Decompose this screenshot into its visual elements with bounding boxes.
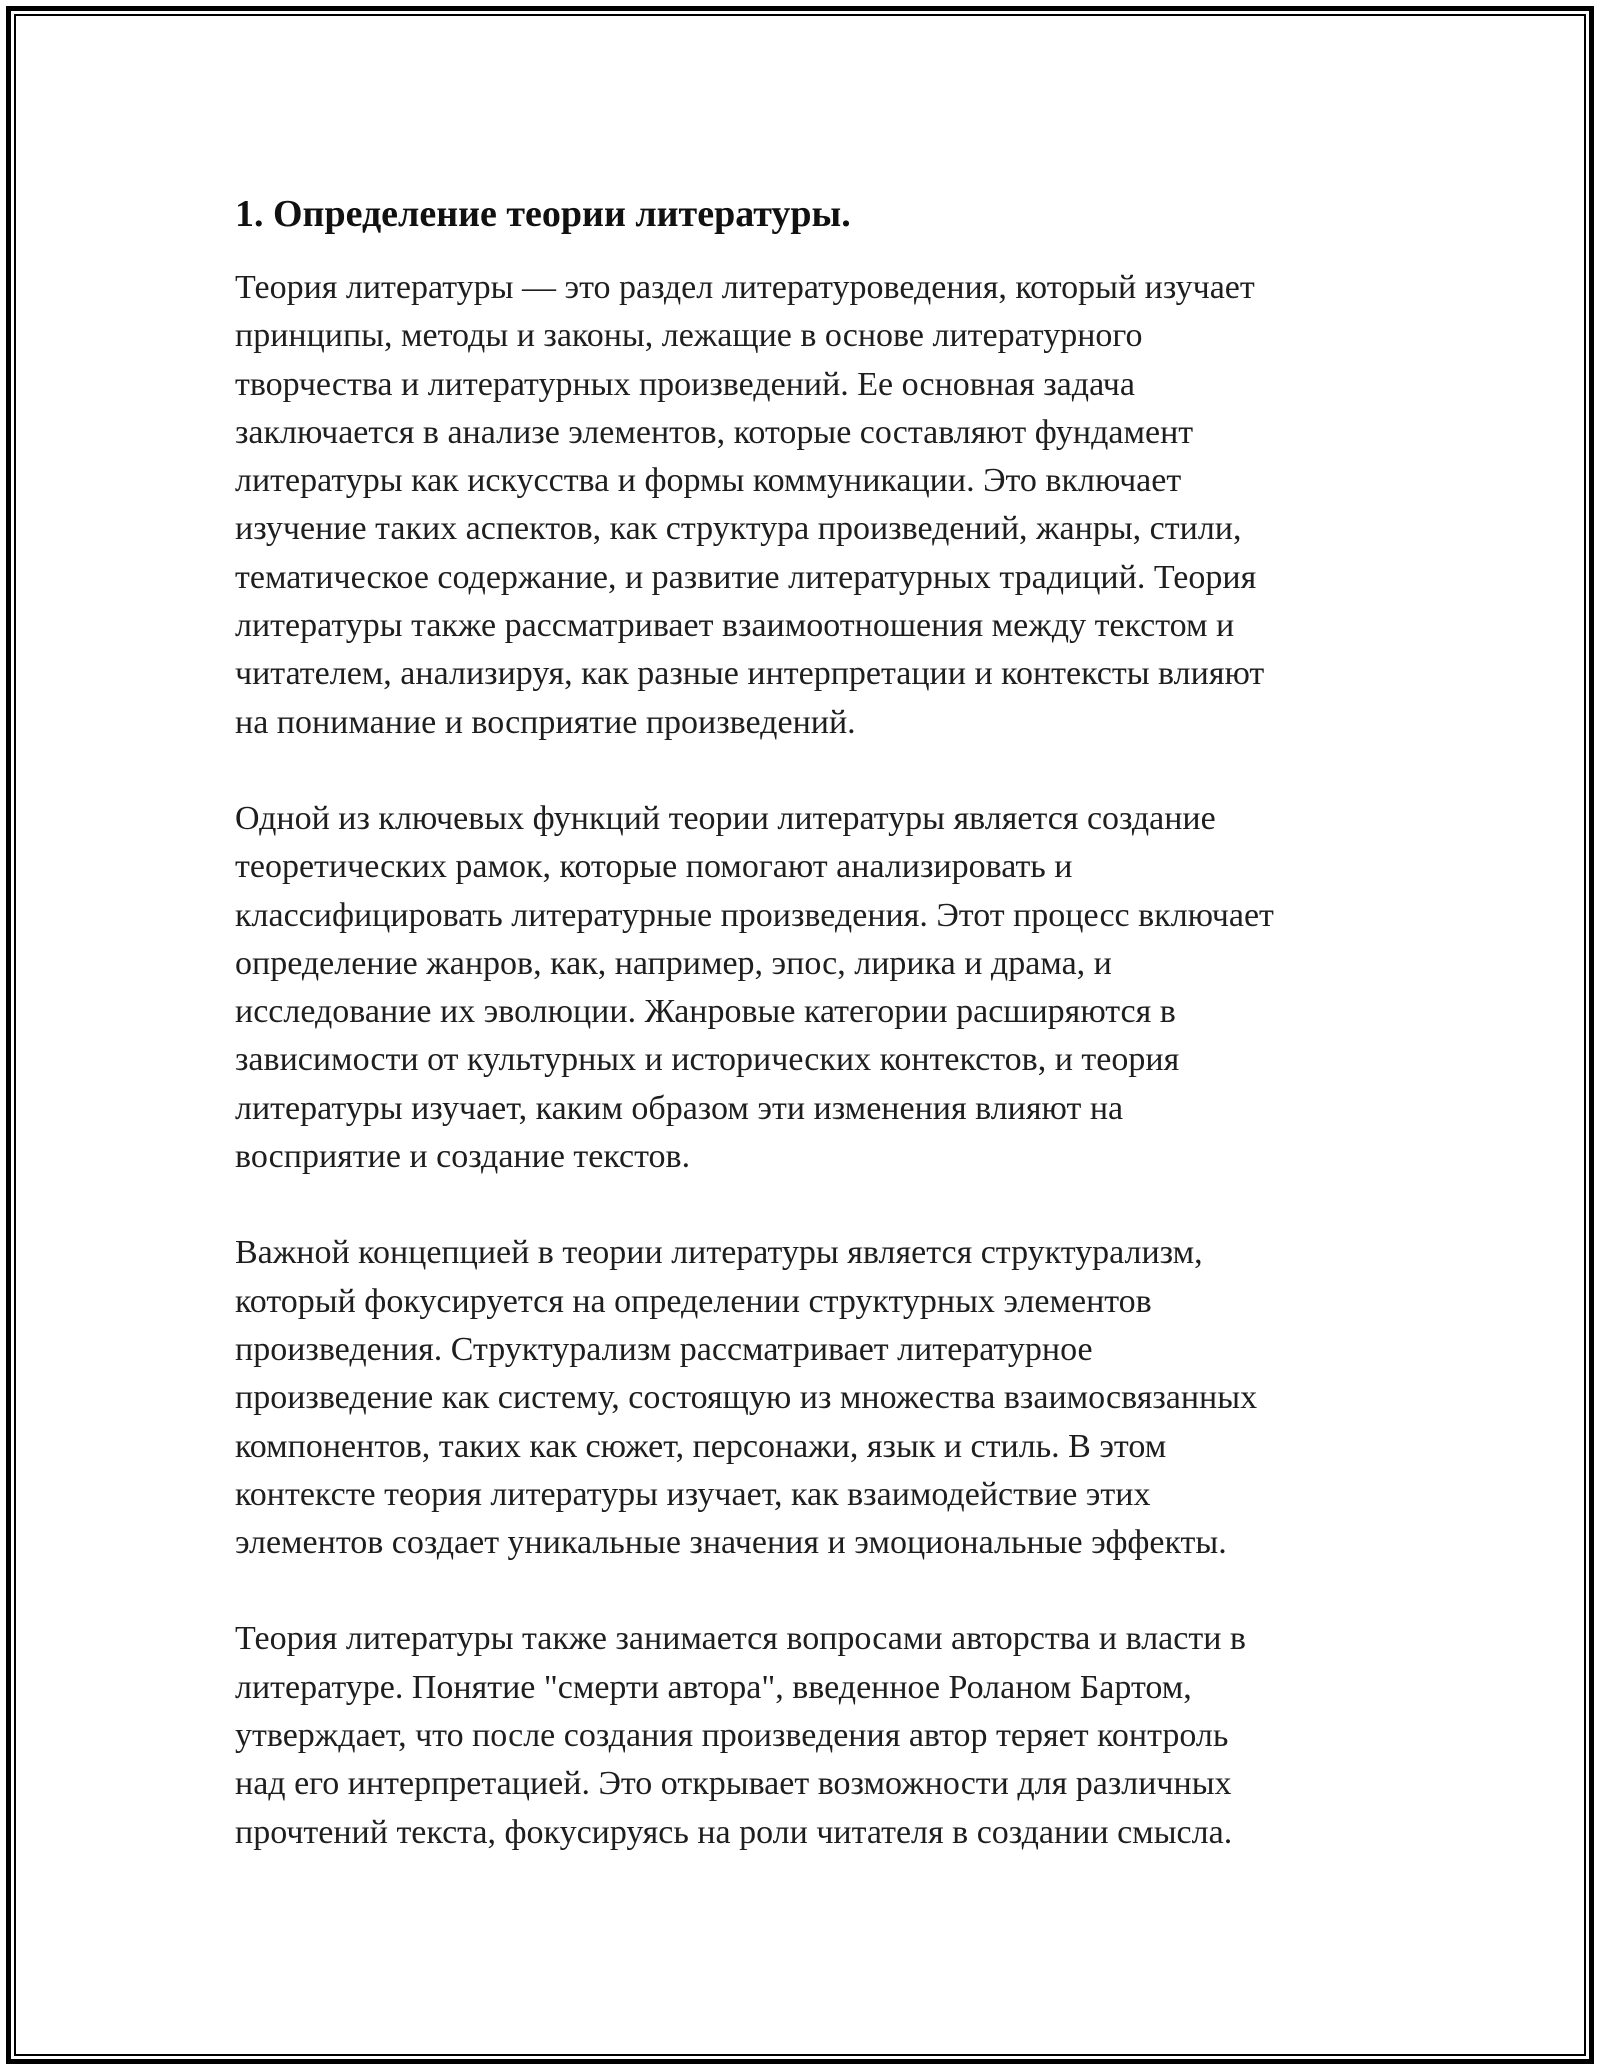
text-line: Теория литературы также занимается вопросами авторства и власти в bbox=[235, 1620, 1246, 1658]
text-line: тематическое содержание, и развитие литературных традиций. Теория bbox=[235, 558, 1257, 596]
paragraph-1 bbox=[235, 264, 1395, 747]
paragraph-4 bbox=[235, 1615, 1395, 1856]
text-line: произведения. Структурализм рассматривает литературное bbox=[235, 1330, 1093, 1368]
paragraph-2 bbox=[235, 795, 1395, 1181]
text-line: контексте теория литературы изучает, как взаимодействие этих bbox=[235, 1475, 1151, 1513]
text-line: Важной концепцией в теории литературы является структурализм, bbox=[235, 1234, 1203, 1272]
text-line: над его интерпретацией. Это открывает возможности для различных bbox=[235, 1765, 1232, 1803]
text-line: на понимание и восприятие произведений. bbox=[235, 703, 856, 741]
text-line: классифицировать литературные произведения. Этот процесс включает bbox=[235, 896, 1274, 934]
text-line: заключается в анализе элементов, которые составляют фундамент bbox=[235, 413, 1194, 451]
text-line: литературы как искусства и формы коммуникации. Это включает bbox=[235, 462, 1182, 500]
text-line: восприятие и создание текстов. bbox=[235, 1138, 691, 1176]
text-line: литературы изучает, каким образом эти изменения влияют на bbox=[235, 1089, 1124, 1127]
text-line: Одной из ключевых функций теории литературы является создание bbox=[235, 799, 1216, 837]
text-line: зависимости от культурных и исторических контекстов, и теория bbox=[235, 1041, 1180, 1079]
paragraph-3 bbox=[235, 1229, 1395, 1567]
text-line: элементов создает уникальные значения и эмоциональные эффекты. bbox=[235, 1524, 1227, 1562]
text-line: произведение как систему, состоящую из множества взаимосвязанных bbox=[235, 1379, 1258, 1417]
text-line: творчества и литературных произведений. Ее основная задача bbox=[235, 365, 1135, 403]
text-line: прочтений текста, фокусируясь на роли читателя в создании смысла. bbox=[235, 1813, 1233, 1851]
text-line: изучение таких аспектов, как структура произведений, жанры, стили, bbox=[235, 510, 1242, 548]
text-line: литературы также рассматривает взаимоотношения между текстом и bbox=[235, 607, 1235, 645]
text-line: литературе. Понятие "смерти автора", введенное Роланом Бартом, bbox=[235, 1668, 1192, 1706]
text-line: Теория литературы — это раздел литературоведения, который изучает bbox=[235, 269, 1255, 306]
text-line: утверждает, что после создания произведения автор теряет контроль bbox=[235, 1717, 1229, 1755]
text-line: принципы, методы и законы, лежащие в основе литературного bbox=[235, 317, 1143, 355]
document-body bbox=[235, 190, 1395, 1905]
text-line: компонентов, таких как сюжет, персонажи, язык и стиль. В этом bbox=[235, 1427, 1167, 1465]
text-line: исследование их эволюции. Жанровые категории расширяются в bbox=[235, 993, 1176, 1031]
section-heading: 1. Определение теории литературы. bbox=[235, 193, 851, 235]
text-line: читателем, анализируя, как разные интерпретации и контексты влияют bbox=[235, 655, 1265, 693]
text-line: который фокусируется на определении структурных элементов bbox=[235, 1282, 1152, 1320]
text-line: теоретических рамок, которые помогают анализировать и bbox=[235, 848, 1073, 886]
text-line: определение жанров, как, например, эпос, лирика и драма, и bbox=[235, 944, 1112, 982]
